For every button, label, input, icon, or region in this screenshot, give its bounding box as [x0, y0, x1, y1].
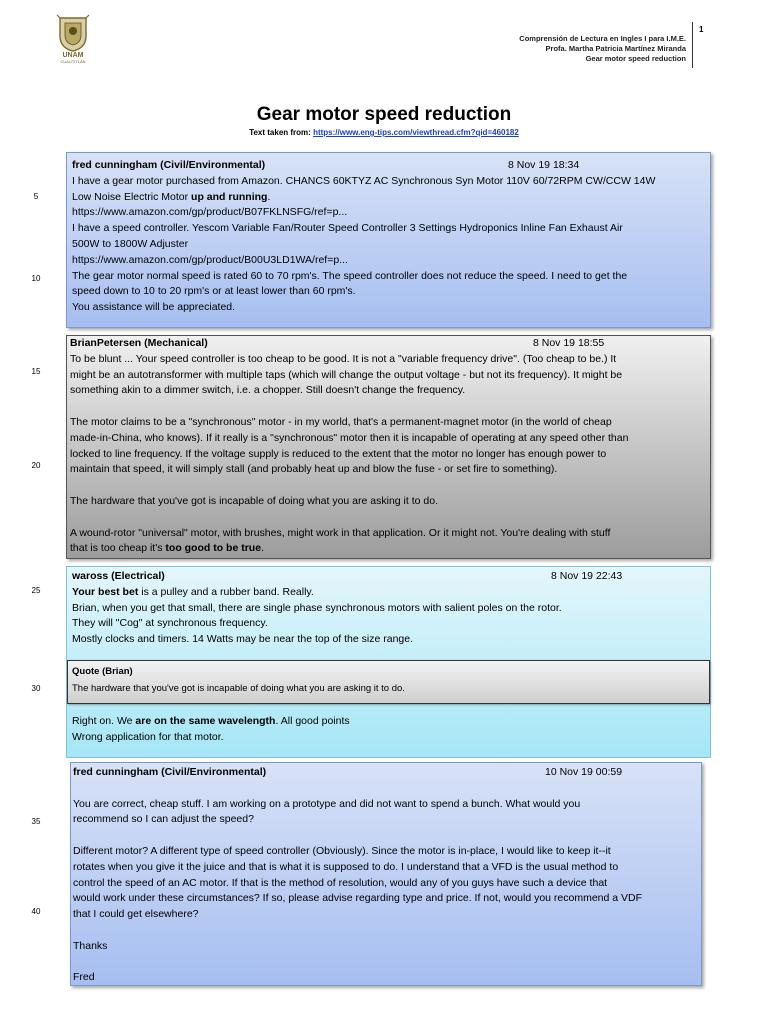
post-line: made-in-China, who knows). If it really is a "synchronous" motor then it is incapable of operating at any speed other than	[70, 431, 629, 444]
post-line: maintain that speed, it will simply stall (and probably heat up and blow the fuse - or set fire to something).	[70, 463, 558, 476]
post-header	[72, 158, 700, 174]
source-label: Text taken from:	[249, 128, 314, 137]
course-header	[519, 34, 686, 64]
post-line: something akin to a dimmer switch, i.e. a chopper. Still doesn't change the frequency.	[70, 384, 466, 397]
post-line: They will "Cog" at synchronous frequency.	[72, 617, 268, 630]
post-2	[66, 335, 711, 559]
post-4	[70, 762, 702, 986]
post-date: 8 Nov 19 18:55	[533, 337, 605, 349]
post-line: Thanks	[73, 939, 108, 952]
logo-subtext: CUAUTITLÁN	[60, 59, 86, 64]
page-number-divider	[692, 22, 693, 68]
post-line: Wrong application for that motor.	[72, 730, 224, 743]
quote-label: Quote (Brian)	[72, 666, 133, 677]
page-number: 1	[699, 25, 704, 34]
post-reply	[72, 714, 350, 746]
course-name: Comprensión de Lectura en Ingles I para I.M.E.	[519, 34, 686, 43]
line-number-35: 35	[31, 817, 41, 826]
source-line	[0, 128, 768, 137]
post-date: 10 Nov 19 00:59	[545, 766, 623, 778]
post-author: fred cunningham (Civil/Environmental)	[72, 159, 266, 171]
post-line: The motor claims to be a "synchronous" motor - in my world, that's a permanent-magnet motor (in the world of cheap	[70, 415, 612, 428]
unam-crest-icon	[56, 14, 90, 52]
post-line: that is too cheap it's too good to be true.	[70, 542, 264, 555]
post-line: You assistance will be appreciated.	[72, 301, 236, 314]
logo-text: UNAM	[62, 52, 84, 59]
post-line: Your best bet is a pulley and a rubber band. Really.	[72, 585, 314, 598]
unam-logo	[56, 14, 90, 64]
post-line: To be blunt ... Your speed controller is too cheap to be good. It is not a "variable frequency drive". (Too cheap to be.) It	[70, 352, 617, 365]
post-author: waross (Electrical)	[72, 570, 165, 582]
line-number-5: 5	[33, 192, 39, 201]
quote-box	[67, 660, 710, 704]
post-header	[70, 336, 700, 352]
header-topic: Gear motor speed reduction	[585, 54, 686, 63]
post-line: recommend so I can adjust the speed?	[73, 813, 254, 826]
post-line: https://www.amazon.com/gp/product/B07FKLNSFG/ref=p...	[72, 206, 348, 219]
post-line: Fred	[73, 971, 95, 984]
line-number-40: 40	[31, 907, 41, 916]
post-line: Different motor? A different type of speed controller (Obviously). Since the motor is in-place, I would like to keep it--it	[73, 844, 611, 857]
post-author: fred cunningham (Civil/Environmental)	[73, 766, 267, 778]
post-date: 8 Nov 19 22:43	[551, 570, 623, 582]
post-line: I have a speed controller. Yescom Variable Fan/Router Speed Controller 3 Settings Hydroponics Inline Fan Exhaust Air	[72, 222, 623, 235]
post-header	[72, 569, 700, 585]
post-line: Right on. We are on the same wavelength. All good points	[72, 715, 350, 727]
line-number-30: 30	[31, 684, 41, 693]
post-line: A wound-rotor "universal" motor, with brushes, might work in that application. Or it might not. You're dealing with stuff	[70, 526, 611, 539]
post-line: The gear motor normal speed is rated 60 to 70 rpm's. The speed controller does not reduce the speed. I need to get the	[72, 269, 628, 282]
post-line: control the speed of an AC motor. If that is the method of resolution, would any of you guys have such a device that	[73, 876, 608, 889]
post-header	[73, 765, 691, 781]
post-line: Low Noise Electric Motor up and running.	[72, 190, 271, 203]
post-author: BrianPetersen (Mechanical)	[70, 337, 208, 349]
post-line: You are correct, cheap stuff. I am working on a prototype and did not want to spend a bunch. What would you	[73, 797, 581, 810]
line-number-25: 25	[31, 586, 41, 595]
post-1	[66, 152, 711, 328]
line-number-20: 20	[31, 461, 41, 470]
post-line: that I could get elsewhere?	[73, 908, 199, 921]
post-date: 8 Nov 19 18:34	[508, 159, 580, 171]
post-line: The hardware that you've got is incapable of doing what you are asking it to do.	[70, 494, 438, 507]
source-link[interactable]: https://www.eng-tips.com/viewthread.cfm?qid=460182	[313, 128, 519, 137]
professor-name: Profa. Martha Patricia Martínez Miranda	[545, 44, 686, 53]
post-line: https://www.amazon.com/gp/product/B00U3LD1WA/ref=p...	[72, 253, 348, 266]
post-line: Brian, when you get that small, there are single phase synchronous motors with salient poles on the rotor.	[72, 601, 562, 614]
post-line: Mostly clocks and timers. 14 Watts may be near the top of the size range.	[72, 633, 414, 646]
post-3	[66, 566, 711, 758]
post-line: 500W to 1800W Adjuster	[72, 237, 189, 250]
page-title: Gear motor speed reduction	[256, 104, 512, 125]
quote-text: The hardware that you've got is incapable of doing what you are asking it to do.	[72, 683, 405, 694]
post-line: speed down to 10 to 20 rpm's or at least lower than 60 rpm's.	[72, 285, 356, 298]
line-number-10: 10	[31, 274, 41, 283]
post-line: would work under these circumstances? If so, please advise regarding type and price. If not, would you recommend a VDF	[73, 892, 643, 905]
post-line: rotates when you give it the juice and that is what it is supposed to do. I understand that a VFD is the usual method to	[73, 860, 619, 873]
post-line: locked to line frequency. If the voltage supply is reduced to the extent that the motor no longer has enough power to	[70, 447, 607, 460]
post-line: I have a gear motor purchased from Amazon. CHANCS 60KTYZ AC Synchronous Syn Motor 110V 60/72RPM CW/CCW 14W	[72, 174, 656, 187]
line-number-15: 15	[31, 367, 41, 376]
post-line: might be an autotransformer with multiple taps (which will change the output voltage - but not its frequency). It might be	[70, 368, 623, 381]
